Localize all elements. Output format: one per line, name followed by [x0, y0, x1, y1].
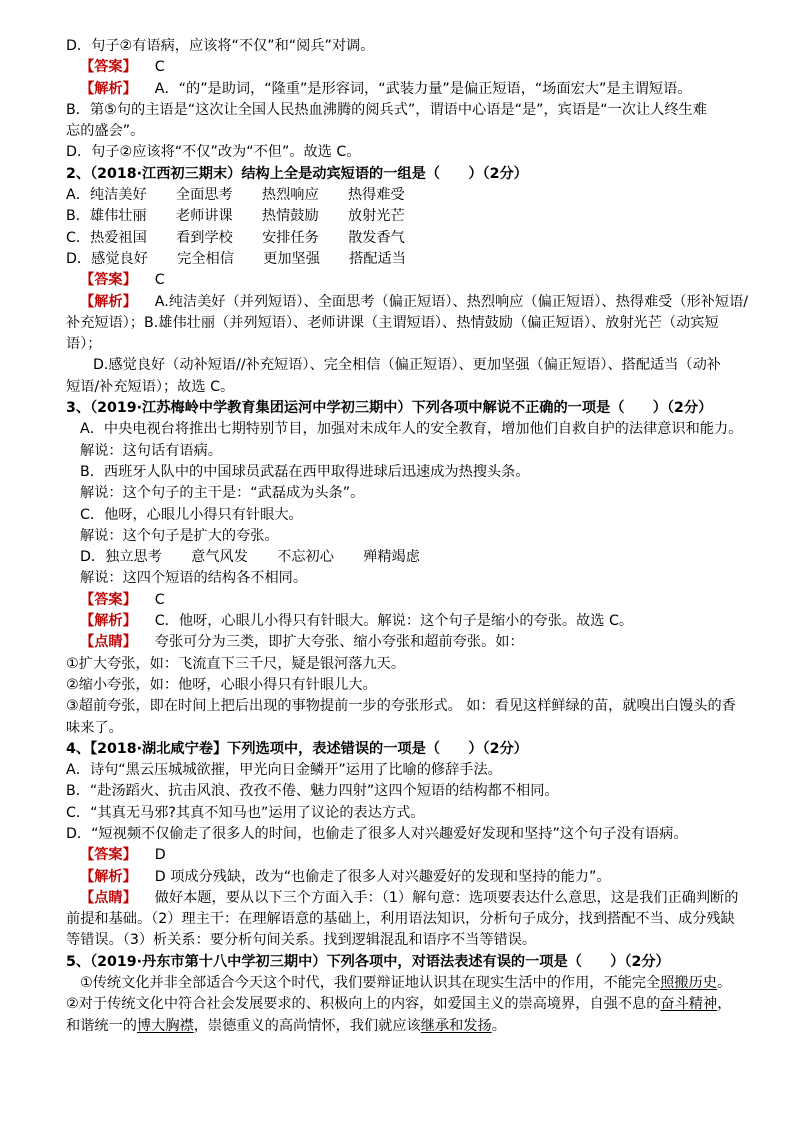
q1-answer	[66, 57, 732, 78]
answer-tag: 【答案】	[80, 847, 137, 864]
underlined-phrase: 照搬历史	[660, 975, 717, 992]
q3-line: B．西班牙人队中的中国球员武磊在西甲取得进球后迅速成为热搜头条。	[80, 463, 530, 480]
q3-tip-line: ②缩小夸张，如：他呀，心眼小得只有针眼儿大。	[66, 676, 377, 693]
q2-option-c	[66, 228, 732, 249]
option-item: 热得难受	[347, 187, 405, 204]
option-label: D．	[66, 250, 92, 267]
option-item: 纯洁美好	[89, 187, 147, 204]
q3-tip-line: ①扩大夸张，如：飞流直下三千尺，疑是银河落九天。	[66, 655, 406, 672]
tip-text: 夸张可分为三类，即扩大夸张、缩小夸张和超前夸张。如：	[154, 634, 524, 651]
analysis-tag: 【解析】	[80, 613, 137, 630]
underlined-phrase: 博大胸襟	[136, 1017, 194, 1034]
document-page	[66, 36, 749, 1037]
q3-line: 解说：这个句子是扩大的夸张。	[80, 527, 279, 544]
option-item: 殚精竭虑	[363, 549, 420, 566]
q2-heading: 2、（2018·江西初三期末）结构上全是动宾短语的一组是（ ）（2分）	[66, 165, 528, 182]
option-item: 独立思考	[105, 549, 162, 566]
q2-answer	[66, 270, 732, 291]
option-item: 意气风发	[191, 549, 248, 566]
analysis-tag: 【解析】	[80, 868, 137, 885]
q5-sentence-1	[66, 973, 732, 994]
option-item: 更加坚强	[263, 250, 320, 267]
option-item: 看到学校	[176, 229, 233, 246]
sentence-text: 。	[491, 1017, 506, 1034]
q4-tip	[66, 888, 739, 909]
option-item: 感觉良好	[91, 250, 148, 267]
q1-analysis-line: B．第⑤句的主语是“这次让全国人民热血沸腾的阅兵式”，谓语中心语是“是”，宾语是“一次让人终生难	[66, 101, 707, 118]
q1-option-d: D．句子②有语病，应该将“不仅”和“阅兵”对调。	[66, 38, 375, 54]
option-item: 完全相信	[177, 250, 234, 267]
option-item: 雄伟壮丽	[89, 208, 147, 225]
q3-line: C．他呀，心眼儿小得只有针眼大。	[80, 506, 303, 523]
q4-heading: 4、【2018·湖北咸宁卷】下列选项中，表述错误的一项是（ ）（2分）	[66, 740, 528, 757]
q3-option-d	[66, 547, 732, 568]
option-item: 全面思考	[175, 187, 233, 204]
answer-value: C	[154, 59, 165, 76]
sentence-text: ②对于传统文化中符合社会发展要求的、积极向上的内容，如爱国主义的崇高境界，自强不息的	[66, 996, 661, 1013]
analysis-text: D 项成分残缺，改为“也偷走了很多人对兴趣爱好的发现和坚持的能力”。	[154, 868, 611, 885]
answer-tag: 【答案】	[80, 272, 137, 289]
q4-tip-line: 前提和基础。（2）理主干：在理解语意的基础上，利用语法知识，分析句子成分，找到搭配不当、成分残缺	[66, 911, 735, 928]
analysis-text: A.纯洁美好（并列短语）、全面思考（偏正短语）、热烈响应（偏正短语）、热得难受（形补短语/	[154, 293, 749, 310]
q2-analysis-line: 补充短语）；B.雄伟壮丽（并列短语）、老师讲课（主谓短语）、热情鼓励（偏正短语）、放射光芒（动宾短	[66, 314, 719, 331]
option-label: D．	[80, 549, 106, 566]
tip-tag: 【点睛】	[80, 889, 137, 906]
q3-tip	[66, 632, 732, 653]
q4-analysis	[66, 867, 732, 888]
option-item: 放射光芒	[347, 208, 405, 225]
q5-sentence-2	[66, 994, 732, 1015]
tip-tag: 【点睛】	[80, 634, 137, 651]
q2-option-b	[66, 206, 732, 227]
option-item: 热情鼓励	[261, 208, 319, 225]
q5-heading: 5、（2019·丹东市第十八中学初三期中）下列各项中，对语法表述有误的一项是（ ）（2分）	[66, 953, 670, 970]
q5-sentence-3	[66, 1016, 732, 1037]
q3-answer	[66, 590, 732, 611]
q2-option-d	[66, 249, 732, 270]
option-item: 搭配适当	[349, 250, 406, 267]
answer-tag: 【答案】	[80, 59, 137, 76]
option-item: 散发香气	[348, 229, 405, 246]
q1-analysis	[66, 79, 732, 100]
q4-option-a: A．诗句“黑云压城城欲摧，甲光向日金鳞开”运用了比喻的修辞手法。	[66, 762, 502, 779]
sentence-text: ①传统文化并非全部适合今天这个时代，我们要辩证地认识其在现实生活中的作用，不能完全	[80, 975, 661, 992]
q2-analysis-line: 语）；	[66, 336, 102, 353]
q1-analysis-line: 忘的盛会”。	[66, 123, 145, 140]
q2-analysis-line: D.感觉良好（动补短语//补充短语）、完全相信（偏正短语）、更加坚强（偏正短语）、搭配适当（动补	[93, 357, 721, 374]
option-item: 热爱祖国	[90, 229, 147, 246]
underlined-phrase: 奋斗精神	[660, 996, 718, 1013]
answer-value: C	[154, 272, 165, 289]
option-item: 热烈响应	[261, 187, 319, 204]
q3-line: 解说：这个句子的主干是：“武磊成为头条”。	[80, 485, 365, 502]
analysis-text: C．他呀，心眼儿小得只有针眼大。解说：这个句子是缩小的夸张。故选 C。	[154, 613, 634, 630]
q4-option-b: B．“赴汤蹈火、抗击风浪、孜孜不倦、魅力四射”这四个短语的结构都不相同。	[66, 783, 559, 800]
q4-option-c: C．“其真无马邪?其真不知马也”运用了议论的表达方式。	[66, 804, 425, 821]
underlined-phrase: 继承和发扬	[420, 1017, 492, 1034]
sentence-text: ，	[717, 996, 732, 1013]
answer-value: D	[154, 847, 166, 864]
option-item: 老师讲课	[175, 208, 233, 225]
sentence-text: ，崇德重义的高尚情怀，我们就应该	[193, 1017, 421, 1034]
analysis-text: A．“的”是助词，“隆重”是形容词，“武装力量”是偏正短语，“场面宏大”是主谓短语。	[154, 80, 692, 97]
q2-analysis-line: 短语/补充短语）；故选 C。	[66, 378, 235, 395]
q3-line: 解说：这四个短语的结构各不相同。	[80, 570, 308, 587]
option-label: B．	[66, 208, 90, 225]
sentence-text: 和谐统一的	[66, 1017, 137, 1034]
analysis-tag: 【解析】	[80, 80, 137, 97]
sentence-text: 。	[717, 975, 732, 992]
q4-option-d: D．“短视频不仅偷走了很多人的时间，也偷走了很多人对兴趣爱好发现和坚持”这个句子没有语病。	[66, 825, 688, 842]
q2-option-a	[66, 185, 732, 206]
q3-tip-line: 味来了。	[66, 719, 123, 736]
answer-tag: 【答案】	[80, 591, 137, 608]
tip-text: 做好本题，要从以下三个方面入手：（1）解句意：选项要表达什么意思，这是我们正确判断的	[154, 889, 739, 906]
q3-tip-line: ③超前夸张，即在时间上把后出现的事物提前一步的夸张形式。 如：看见这样鲜绿的苗，就嗅出白馒头的香	[66, 698, 736, 715]
q3-line: A．中央电视台将推出七期特别节目，加强对未成年人的安全教育，增加他们自救自护的法律意识和能力。	[80, 421, 743, 438]
q4-tip-line: 等错误。（3）析关系：要分析句间关系。找到逻辑混乱和语序不当等错误。	[66, 932, 537, 949]
q1-analysis-line: D．句子②应该将“不仅”改为“不但”。故选 C。	[66, 144, 361, 161]
q4-answer	[66, 845, 732, 866]
q3-heading: 3、（2019·江苏梅岭中学教育集团运河中学初三期中）下列各项中解说不正确的一项是（ ）（2分）	[66, 400, 713, 417]
q3-analysis	[66, 611, 732, 632]
answer-value: C	[154, 591, 165, 608]
option-label: A．	[66, 187, 90, 204]
option-item: 安排任务	[262, 229, 319, 246]
option-item: 不忘初心	[277, 549, 334, 566]
option-label: C．	[66, 229, 91, 246]
q3-line: 解说：这句话有语病。	[80, 442, 222, 459]
q2-analysis	[66, 292, 749, 313]
analysis-tag: 【解析】	[80, 293, 137, 310]
